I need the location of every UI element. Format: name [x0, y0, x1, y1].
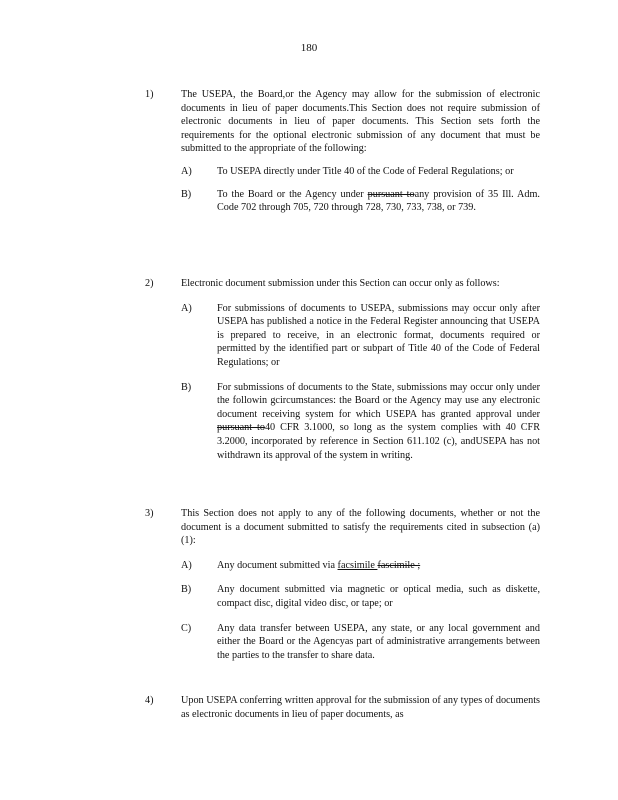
deleted-text: pursuant to — [217, 422, 265, 434]
sub-item — [181, 583, 540, 610]
sub-item — [181, 622, 540, 663]
sub-item-text: For submissions of documents to the State, submissions may occur only under the followin gcircumstances: the Board or the Agency may use any electronic document receiving system for which USEPA has granted approval under pursuant to40 CFR 3.1000, so long as the system complies with 40 CFR 3.2000, incorporated by reference in Section 611.102 (c), andUSEPA has not withdrawn its approval of the system in writing. — [217, 381, 540, 461]
list-item — [145, 277, 540, 462]
sub-item-text: To USEPA directly under Title 40 of the Code of Federal Regulations; or — [217, 165, 514, 177]
sub-item — [181, 165, 540, 179]
sub-item — [181, 381, 540, 463]
sub-item-letter: C) — [181, 622, 192, 634]
deleted-text: fascimile ; — [377, 559, 421, 571]
page-number: 180 — [300, 42, 318, 54]
item-number: 2) — [145, 278, 154, 289]
sub-item-letter: B) — [181, 381, 192, 393]
item-text: The USEPA, the Board,or the Agency may allow for the submission of electronic documents in lieu of paper documents.This Section does not require submission of electronic documents in lieu of paper documents. This Section sets forth the requirements for the optional electronic submission of any document that must be submitted to the appropriate of the following: — [181, 89, 540, 155]
item-number: 1) — [145, 89, 154, 100]
sub-item-text: Any data transfer between USEPA, any state, or any local government and either the Board or the Agencyas part of administrative arrangements between the parties to the transfer to share data. — [217, 622, 540, 661]
sub-item-text: Any document submitted via facsimile fascimile ; — [217, 559, 421, 571]
list-item — [145, 694, 540, 721]
item-text: Upon USEPA conferring written approval for the submission of any types of documents as electronic documents in lieu of paper documents, as — [181, 695, 540, 720]
item-text: This Section does not apply to any of the following documents, whether or not the document is a document submitted to satisfy the requirements cited in subsection (a)(1): — [181, 508, 540, 547]
list-item — [145, 88, 540, 215]
item-text: Electronic document submission under this Section can occur only as follows: — [181, 278, 500, 289]
item-number: 4) — [145, 695, 154, 706]
sub-item-letter: B) — [181, 188, 192, 200]
sub-item-text: Any document submitted via magnetic or optical media, such as diskette, compact disc, digital video disc, or tape; or — [217, 584, 540, 609]
sub-item-letter: A) — [181, 165, 192, 177]
sub-item-letter: A) — [181, 559, 192, 571]
sub-item-letter: A) — [181, 302, 192, 314]
inserted-text: facsimile — [337, 559, 378, 571]
sub-item — [181, 559, 540, 573]
sub-item-text: For submissions of documents to USEPA, submissions may occur only after USEPA has published a notice in the Federal Register announcing that USEPA is prepared to receive, in an electronic format, documents required or permitted by the identified part or subpart of Title 40 of the Code of Federal Regulations; or — [217, 302, 540, 368]
deleted-text: pursuant to — [367, 188, 415, 200]
sub-item-letter: B) — [181, 584, 192, 596]
sub-item — [181, 302, 540, 370]
list-item — [145, 507, 540, 662]
sub-item — [181, 188, 540, 215]
item-number: 3) — [145, 508, 154, 519]
sub-item-text: To the Board or the Agency under pursuant toany provision of 35 Ill. Adm. Code 702 through 705, 720 through 728, 730, 733, 738, or 739. — [217, 188, 540, 214]
